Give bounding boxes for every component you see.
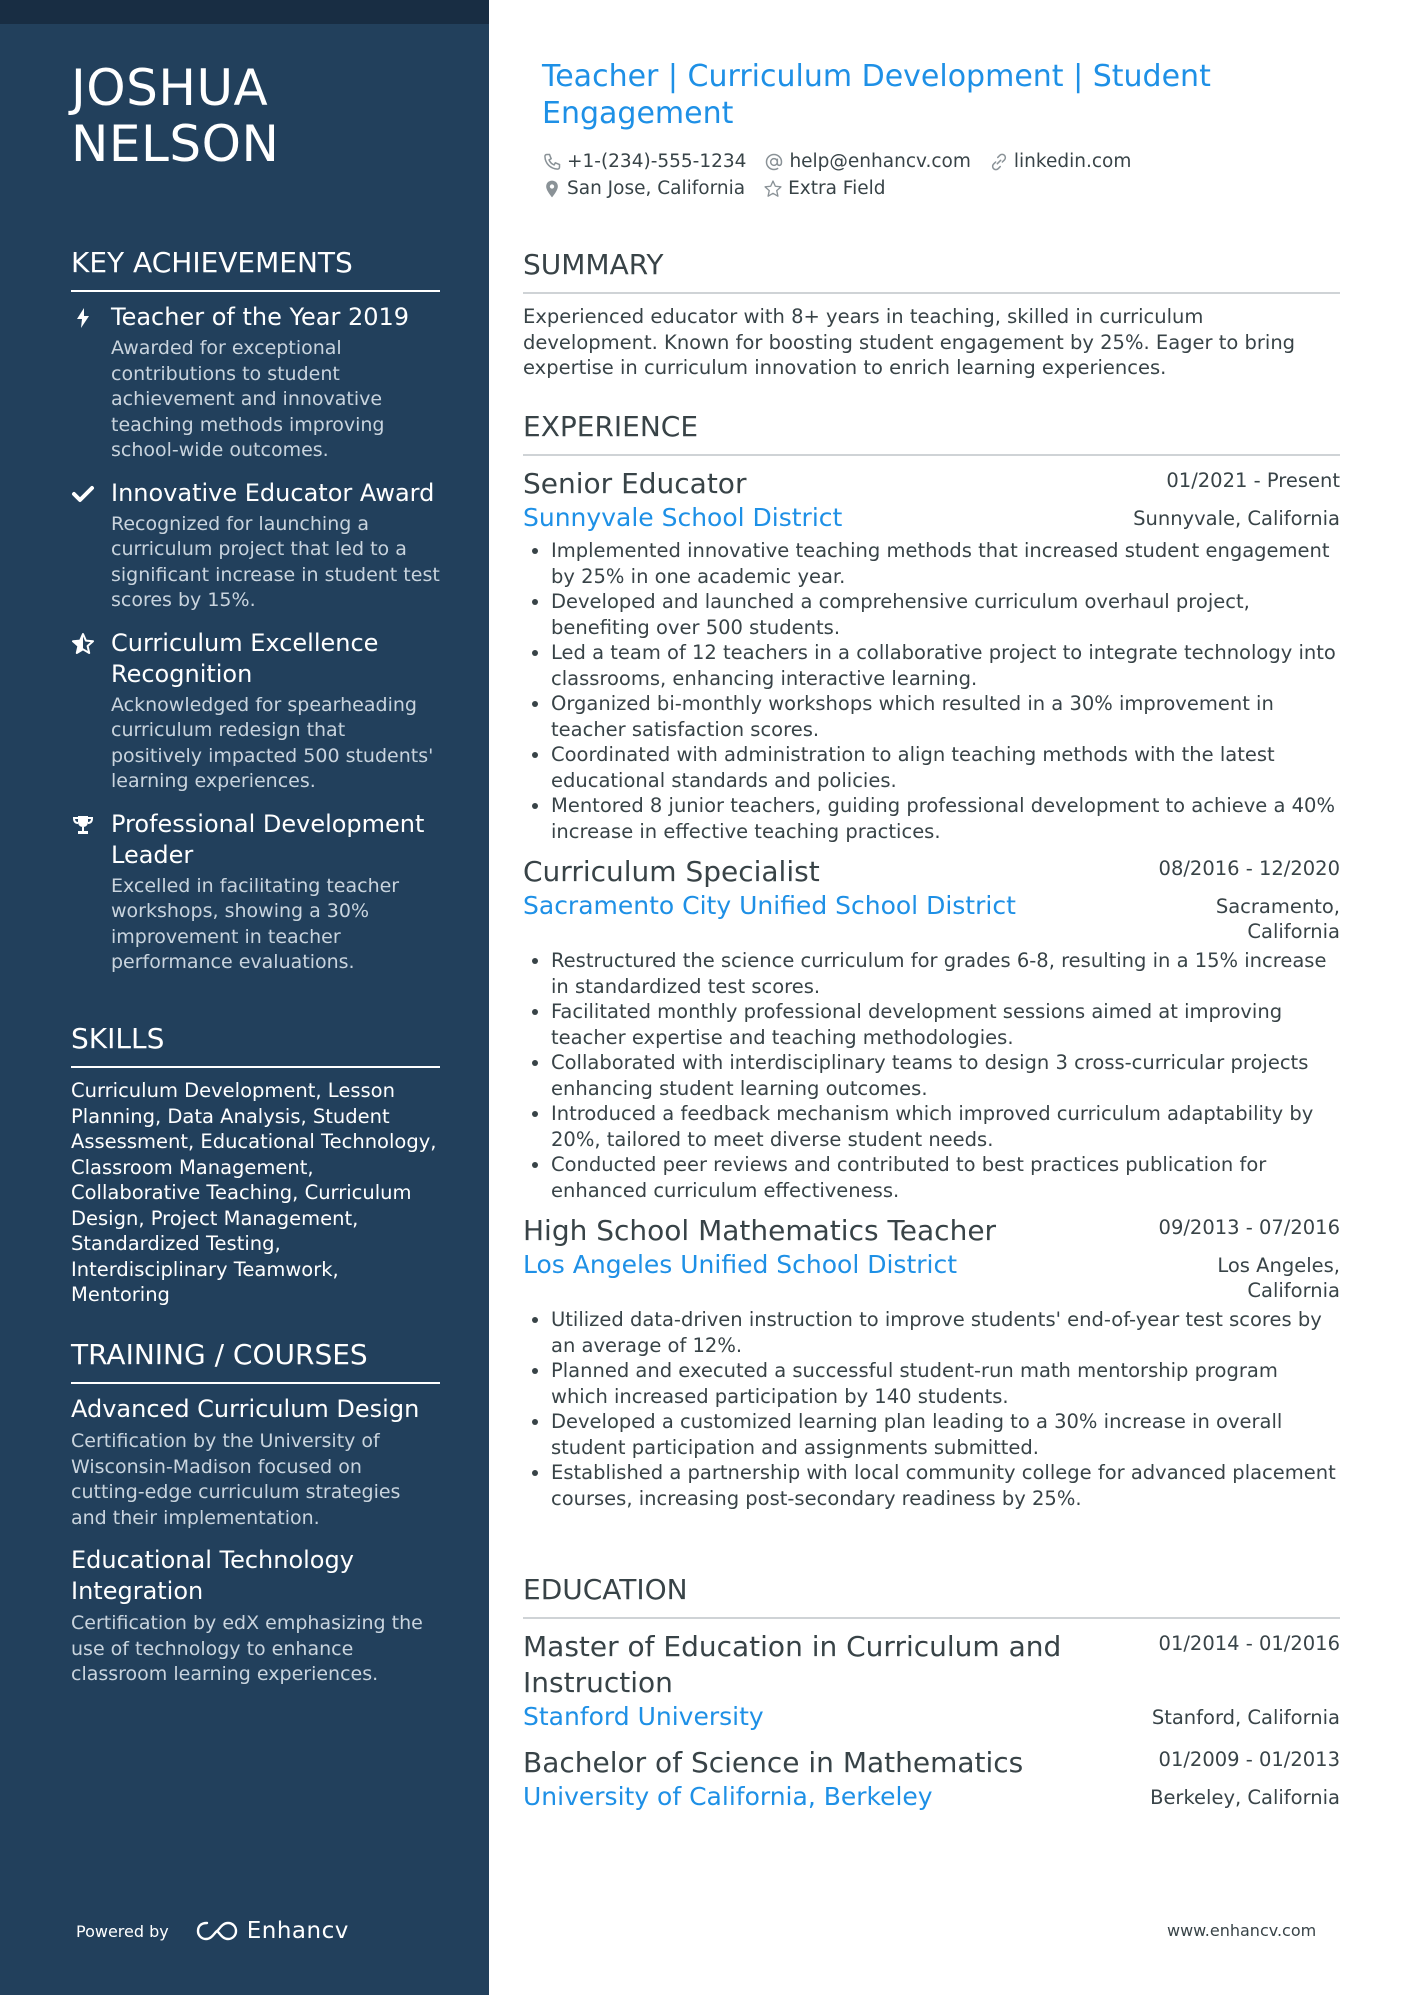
sidebar: [0, 0, 489, 1995]
link-icon: [989, 152, 1009, 172]
job-bullet: Planned and executed a successful student-run math mentorship program which increased participation by 140 students.: [523, 1358, 1340, 1409]
job-location-line: Los Angeles,: [1217, 1254, 1340, 1277]
linkedin-contact[interactable]: [989, 151, 1131, 172]
location-text: San Jose, California: [567, 178, 746, 199]
achievement-title: Professional Development Leader: [111, 809, 425, 869]
achievement-title: Curriculum Excellence Recognition: [111, 628, 379, 688]
degree-title: Master of Education in Curriculum and Instruction: [523, 1630, 1062, 1699]
trophy-icon: [71, 813, 95, 837]
achievement-title: Innovative Educator Award: [111, 478, 435, 507]
email-contact[interactable]: [764, 151, 970, 172]
education-date: 01/2014 - 01/2016: [1158, 1632, 1340, 1655]
job-bullet: Facilitated monthly professional development sessions aimed at improving teacher expertise and teaching methodologies.: [523, 999, 1340, 1050]
enhancv-logo-icon: [195, 1919, 239, 1943]
job-bullet: Introduced a feedback mechanism which improved curriculum adaptability by 20%, tailored to meet diverse student needs.: [523, 1101, 1340, 1152]
course-title: Educational Technology Integration: [71, 1546, 354, 1605]
phone-text: +1-(234)-555-1234: [567, 151, 747, 172]
job-title: Senior Educator: [523, 467, 747, 500]
job-entry: [523, 1213, 1340, 1511]
phone-contact[interactable]: [542, 151, 746, 172]
name-first: JOSHUA: [71, 59, 269, 117]
key-achievements-heading: KEY ACHIEVEMENTS: [71, 246, 440, 292]
headline: Teacher | Curriculum Development | Student Engagement: [542, 59, 1211, 131]
training-section: [71, 1338, 440, 1702]
job-location-line: Sacramento,: [1215, 895, 1340, 918]
education-entry: [523, 1745, 1340, 1813]
job-bullet: Developed a customized learning plan leading to a 30% increase in overall student participation and assignments submitted.: [523, 1409, 1340, 1460]
contact-row: [542, 175, 1342, 202]
job-bullet: Restructured the science curriculum for grades 6-8, resulting in a 15% increase in standardized test scores.: [523, 948, 1340, 999]
achievement-item: [71, 809, 440, 976]
job-location: [1216, 890, 1340, 944]
bolt-icon: [71, 306, 95, 330]
degree-title: Bachelor of Science in Mathematics: [523, 1746, 1024, 1779]
phone-icon: [542, 152, 562, 172]
education-section: [523, 1573, 1340, 1825]
job-bullet: Utilized data-driven instruction to improve students' end-of-year test scores by an average of 12%.: [523, 1307, 1340, 1358]
job-company[interactable]: Sacramento City Unified School District: [523, 891, 1016, 920]
achievement-item: [71, 302, 440, 464]
school-name[interactable]: Stanford University: [523, 1702, 764, 1731]
powered-by: [76, 1918, 349, 1944]
extra-field-text: Extra Field: [788, 178, 886, 199]
at-icon: [764, 152, 784, 172]
achievement-description: Excelled in facilitating teacher workshops, showing a 30% improvement in teacher performance evaluations.: [111, 874, 400, 973]
candidate-name: [71, 60, 451, 172]
course-item: [71, 1394, 440, 1531]
job-bullet: Led a team of 12 teachers in a collaborative project to integrate technology into classrooms, enhancing interactive learning.: [523, 640, 1340, 691]
job-bullet: Mentored 8 junior teachers, guiding professional development to achieve a 40% increase in effective teaching practices.: [523, 793, 1340, 844]
job-bullet: Organized bi-monthly workshops which resulted in a 30% improvement in teacher satisfaction scores.: [523, 691, 1340, 742]
education-entry: [523, 1629, 1340, 1733]
job-bullet: Coordinated with administration to align teaching methods with the latest educational standards and policies.: [523, 742, 1340, 793]
linkedin-text: linkedin.com: [1013, 151, 1132, 172]
job-location: Sunnyvale, California: [1133, 507, 1340, 530]
contact-info: [542, 148, 1342, 202]
job-company[interactable]: Sunnyvale School District: [523, 503, 843, 532]
job-bullets: [523, 948, 1340, 1203]
job-bullet: Conducted peer reviews and contributed to best practices publication for enhanced curriculum effectiveness.: [523, 1152, 1340, 1203]
achievement-description: Acknowledged for spearheading curriculum redesign that positively impacted 500 students' learning experiences.: [111, 693, 434, 792]
job-bullet: Established a partnership with local community college for advanced placement courses, increasing post-secondary readiness by 25%.: [523, 1460, 1340, 1511]
course-item: [71, 1545, 440, 1688]
job-bullets: [523, 538, 1340, 844]
name-last: NELSON: [71, 115, 280, 173]
footer-url[interactable]: www.enhancv.com: [1167, 1921, 1317, 1940]
enhancv-logo[interactable]: [195, 1918, 349, 1944]
location-pin-icon: [542, 179, 562, 199]
achievement-description: Recognized for launching a curriculum project that led to a significant increase in student test scores by 15%.: [111, 512, 440, 611]
job-title: Curriculum Specialist: [523, 855, 820, 888]
location-contact: [542, 178, 745, 199]
skills-section: [71, 1022, 440, 1308]
education-date: 01/2009 - 01/2013: [1158, 1748, 1340, 1771]
skills-heading: SKILLS: [71, 1022, 440, 1068]
job-location: [1217, 1249, 1340, 1303]
education-heading: EDUCATION: [523, 1573, 1340, 1619]
enhancv-brand: Enhancv: [246, 1918, 349, 1944]
job-date: 08/2016 - 12/2020: [1158, 857, 1340, 880]
job-company[interactable]: Los Angeles Unified School District: [523, 1250, 958, 1279]
achievement-description: Awarded for exceptional contributions to student achievement and innovative teaching methods improving school-wide outcomes.: [111, 337, 385, 461]
summary-text: Experienced educator with 8+ years in teaching, skilled in curriculum development. Known for boosting student engagement by 25%. Eager to bring expertise in curriculum innovation to enrich learning experiences.: [523, 305, 1296, 379]
job-bullet: Collaborated with interdisciplinary teams to design 3 cross-curricular projects enhancing student learning outcomes.: [523, 1050, 1340, 1101]
job-date: 09/2013 - 07/2016: [1158, 1216, 1340, 1239]
star-icon: [763, 179, 783, 199]
achievement-item: [71, 478, 440, 614]
email-text: help@enhancv.com: [789, 151, 971, 172]
sidebar-top-bar: [0, 0, 489, 24]
job-entry: [523, 854, 1340, 1203]
summary-heading: SUMMARY: [523, 248, 1340, 294]
school-location: Berkeley, California: [1150, 1786, 1340, 1809]
school-location: Stanford, California: [1151, 1706, 1340, 1729]
job-bullets: [523, 1307, 1340, 1511]
training-heading: TRAINING / COURSES: [71, 1338, 440, 1384]
powered-by-label: Powered by: [76, 1921, 169, 1941]
achievement-item: [71, 628, 440, 795]
contact-row: [542, 148, 1342, 175]
star-half-icon: [71, 632, 95, 656]
job-title: High School Mathematics Teacher: [523, 1214, 997, 1247]
extra-field-contact: [763, 178, 885, 199]
job-entry: [523, 466, 1340, 844]
course-description: Certification by the University of Wisconsin-Madison focused on cutting-edge curriculum strategies and their implementation.: [71, 1430, 401, 1529]
school-name[interactable]: University of California, Berkeley: [523, 1782, 933, 1811]
experience-section: [523, 410, 1340, 1521]
course-description: Certification by edX emphasizing the use of technology to enhance classroom learning experiences.: [71, 1612, 423, 1685]
job-bullet: Implemented innovative teaching methods that increased student engagement by 25% in one academic year.: [523, 538, 1340, 589]
achievement-title: Teacher of the Year 2019: [111, 303, 410, 331]
key-achievements-section: [71, 246, 440, 990]
skills-list: Curriculum Development, Lesson Planning, Data Analysis, Student Assessment, Educational Technology, Classroom Management, Collaborative Teaching, Curriculum Design, Project Management, Standardized Testing, Interdisciplinary Teamwork, Mentoring: [71, 1079, 437, 1306]
job-location-line: California: [1247, 1279, 1340, 1302]
job-bullet: Developed and launched a comprehensive curriculum overhaul project, benefiting over 500 students.: [523, 589, 1340, 640]
course-title: Advanced Curriculum Design: [71, 1395, 420, 1423]
checkmark-icon: [71, 482, 95, 506]
experience-heading: EXPERIENCE: [523, 410, 1340, 456]
job-date: 01/2021 - Present: [1166, 469, 1340, 492]
summary-section: [523, 248, 1340, 381]
job-location-line: California: [1247, 920, 1340, 943]
